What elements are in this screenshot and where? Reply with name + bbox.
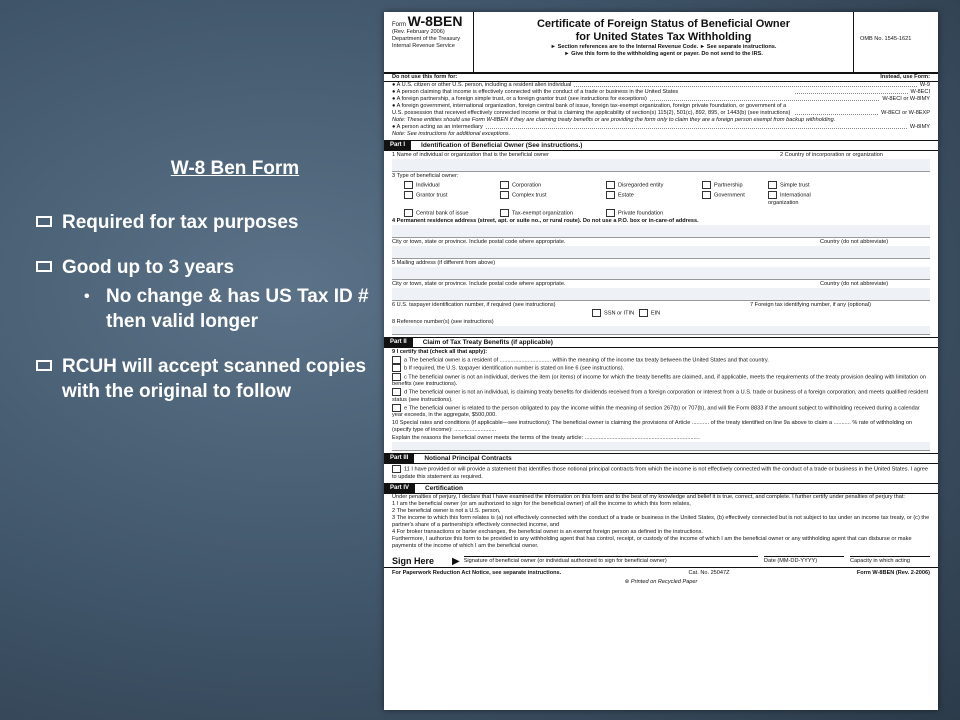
owner-type-option[interactable]: Partnership <box>702 181 762 189</box>
reference-field[interactable] <box>392 326 930 335</box>
mailing-address-field[interactable] <box>392 267 930 280</box>
capacity-field[interactable]: Capacity in which acting <box>850 556 930 565</box>
name-field[interactable] <box>392 159 930 172</box>
field1-label: 1 Name of individual or organization that is the beneficial owner <box>392 152 550 158</box>
owner-type-option[interactable]: Grantor trust <box>404 191 494 206</box>
bullet-text: Required for tax purposes <box>62 212 299 233</box>
form-instructions-2: ► Give this form to the withholding agent or payer. Do not send to the IRS. <box>564 51 763 57</box>
sign-here-label: Sign Here <box>392 555 435 566</box>
date-field[interactable]: Date (MM-DD-YYYY) <box>764 556 844 565</box>
city-field[interactable] <box>392 246 930 259</box>
sign-row <box>384 550 938 567</box>
claim-item[interactable]: c The beneficial owner is not an individual, derives the item (or items) of income for which the treaty benefits are claimed, and, if applicable, meets the requirements of the treaty provision dealing with limitation on benefits (see instructions). <box>392 374 926 388</box>
part3-header: Part III Notional Principal Contracts <box>384 453 938 464</box>
recycled-note: ⊛ Printed on Recycled Paper <box>624 578 698 585</box>
bullet-text: RCUH will accept scanned copies with the original to follow <box>62 356 367 402</box>
form-name: W-8BEN <box>407 13 463 29</box>
form-irs: Internal Revenue Service <box>392 43 455 49</box>
city-label: City or town, state or province. Include postal code where appropriate. <box>392 281 566 288</box>
instead-label: Instead, use Form: <box>880 74 930 80</box>
use-item: ● A foreign government, international organization, foreign central bank of issue, foreign tax-exempt organization, foreign private foundation, or government of a U.S. possession that received effectively connected income or that is claiming the applicability of section(s) 115(2), 501(c), 892, 895, or 1443(b) (see instructions) W-8ECI or W-8EXP <box>392 103 930 116</box>
mailing-city-field[interactable] <box>392 288 930 301</box>
signature-field[interactable]: Signature of beneficial owner (or individual authorized to sign for beneficial owner) <box>464 556 758 565</box>
sub-bullet-item <box>84 284 376 334</box>
owner-type-option[interactable]: Central bank of issue <box>404 209 494 217</box>
field6-label: 6 U.S. taxpayer identification number, if required (see instructions) SSN or ITIN EIN <box>392 302 661 317</box>
bullet-item <box>36 210 376 235</box>
field10-text: 10 Special rates and conditions (if applicable—see instructions): The beneficial owner is claiming the provisions of Article ........... of the treaty identified on line 9a above to claim a ........... % rate of withholding on (specify type of income): ........................... <box>392 420 913 434</box>
country-label: Country (do not abbreviate) <box>820 281 889 288</box>
form-word: Form <box>392 22 406 28</box>
dot-bullet-icon: • <box>84 288 90 305</box>
part2-header: Part II Claim of Tax Treaty Benefits (if applicable) <box>384 337 938 348</box>
use-item: ● A person acting as an intermediary W-8IMY <box>392 124 930 130</box>
owner-type-option[interactable]: Government <box>702 191 762 206</box>
use-item: ● A person claiming that income is effectively connected with the conduct of a trade or business in the United States W-8ECI <box>392 89 930 95</box>
form-instructions-1: ► Section references are to the Internal Revenue Code. ► See separate instructions. <box>550 44 777 50</box>
owner-type-option[interactable]: International organization <box>768 192 811 206</box>
explain-text: Explain the reasons the beneficial owner meets the terms of the treaty article: .......................................................................... <box>392 435 700 442</box>
bullet-item <box>36 354 376 404</box>
square-bullet-icon <box>36 216 52 227</box>
explain-field[interactable] <box>392 442 930 451</box>
use-item: ● A foreign partnership, a foreign simple trust, or a foreign grantor trust (see instructions for exceptions) W-8ECI or W-8IMY <box>392 96 930 102</box>
field2-label: 2 Country of incorporation or organization <box>780 152 883 158</box>
certify-label: 9 I certify that (check all that apply): <box>392 348 488 355</box>
field8-label: 8 Reference number(s) (see instructions) <box>392 318 494 325</box>
do-not-use-label: Do not use this form for: <box>392 74 458 80</box>
owner-type-option[interactable]: Tax-exempt organization <box>500 209 600 217</box>
use-item: ● A U.S. citizen or other U.S. person, including a resident alien individual W-9 <box>392 82 930 88</box>
claim-item[interactable]: d The beneficial owner is not an individual, is claiming treaty benefits for dividends received from a foreign corporation or interest from a U.S. trade or business of a foreign corporation, and meets qualified resident status (see instructions). <box>392 389 929 403</box>
slide-text-block <box>36 158 376 424</box>
owner-type-option[interactable]: Simple trust <box>768 181 818 189</box>
owner-type-option[interactable]: Estate <box>606 191 696 206</box>
owner-type-option[interactable]: Complex trust <box>500 191 600 206</box>
form-title-2: for United States Tax Withholding <box>575 31 752 43</box>
use-note: Note: See instructions for additional exceptions. <box>392 131 511 137</box>
claim-item[interactable]: e The beneficial owner is related to the person obligated to pay the income within the meaning of section 267(b) or 707(b), and will file Form 8833 if the amount subject to withholding received during a calendar year exceeds, in the aggregate, $500,000. <box>392 405 920 419</box>
part1-header: Part I Identification of Beneficial Owner (See instructions.) <box>384 140 938 151</box>
form-rev: (Rev. February 2006) <box>392 29 445 35</box>
permanent-address-field[interactable] <box>392 225 930 238</box>
uses-list <box>384 82 938 138</box>
form-header <box>384 12 938 74</box>
city-label: City or town, state or province. Include postal code where appropriate. <box>392 239 566 246</box>
use-note: Note: These entities should use Form W-8BEN if they are claiming treaty benefits or are providing the form only to claim they are a foreign person exempt from backup withholding. <box>392 117 836 123</box>
form-footer: For Paperwork Reduction Act Notice, see separate instructions. Cat. No. 25047Z Form W-8BEN (Rev. 2-2006) <box>384 567 938 579</box>
part4-header: Part IV Certification <box>384 483 938 494</box>
claim-item[interactable]: b If required, the U.S. taxpayer identification number is stated on line 6 (see instructions). <box>392 364 930 372</box>
arrow-icon: ▶ <box>452 555 460 567</box>
w8ben-form-image <box>384 12 938 710</box>
field4-label: 4 Permanent residence address (street, apt. or suite no., or rural route). Do not use a P.O. box or in-care-of address. <box>392 218 699 225</box>
ein-checkbox[interactable] <box>639 309 648 317</box>
form-dept: Department of the Treasury <box>392 36 461 42</box>
claim-item[interactable]: a The beneficial owner is a resident of ................................. within the meaning of the income tax treaty between the United States and that country. <box>392 356 930 364</box>
ssn-checkbox[interactable] <box>592 309 601 317</box>
field3-label: 3 Type of beneficial owner: <box>392 173 459 179</box>
slide-title: W-8 Ben Form <box>170 158 300 179</box>
bullet-item <box>36 255 376 280</box>
square-bullet-icon <box>36 261 52 272</box>
field5-label: 5 Mailing address (if different from above) <box>392 260 496 267</box>
form-title-1: Certificate of Foreign Status of Beneficial Owner <box>536 18 791 30</box>
recycle-icon: ⊛ <box>624 578 630 585</box>
owner-type-option[interactable]: Individual <box>404 181 494 189</box>
owner-type-option[interactable]: Corporation <box>500 181 600 189</box>
field7-label: 7 Foreign tax identifying number, if any (optional) <box>750 302 871 309</box>
owner-type-option[interactable]: Private foundation <box>606 209 696 217</box>
field11-text[interactable]: 11 I have provided or will provide a statement that identifies those notional principal contracts from which the income is not effectively connected with the conduct of a trade or business in the United States. I agree to update this statement as required. <box>392 466 929 480</box>
certification-text: Under penalties of perjury, I declare that I have examined the information on this form and to the best of my knowledge and belief it is true, correct, and complete. I further certify under penalties of perjury that: 1 I am the beneficial owner (or am authorized to sign for the beneficial owner) of all the income to which this form relates, 2 The beneficial owner is not a U.S. person, 3 The income to which this form relates is (a) not effectively connected with the conduct of a trade or business in the United States, (b) effectively connected but is not subject to tax under an income tax treaty, or (c) the partner's share of a partnership's effectively connected income, and 4 For broker transactions or barter exchanges, the beneficial owner is an exempt foreign person as defined in the instructions. Furthermore, I authorize this form to be provided to any withholding agent that has control, receipt, or custody of the income of which I am the beneficial owner or any withholding agent that can disburse or make payments of the income of which I am the beneficial owner. <box>392 493 930 549</box>
square-bullet-icon <box>36 360 52 371</box>
bullet-text: Good up to 3 years <box>62 257 235 278</box>
country-label: Country (do not abbreviate) <box>820 239 889 246</box>
sub-bullet-text: No change & has US Tax ID # then valid longer <box>106 286 369 332</box>
omb-number: OMB No. 1545-1621 <box>860 36 912 42</box>
claims-list <box>384 356 938 419</box>
owner-type-option[interactable]: Disregarded entity <box>606 181 696 189</box>
owner-type-options <box>384 180 938 217</box>
